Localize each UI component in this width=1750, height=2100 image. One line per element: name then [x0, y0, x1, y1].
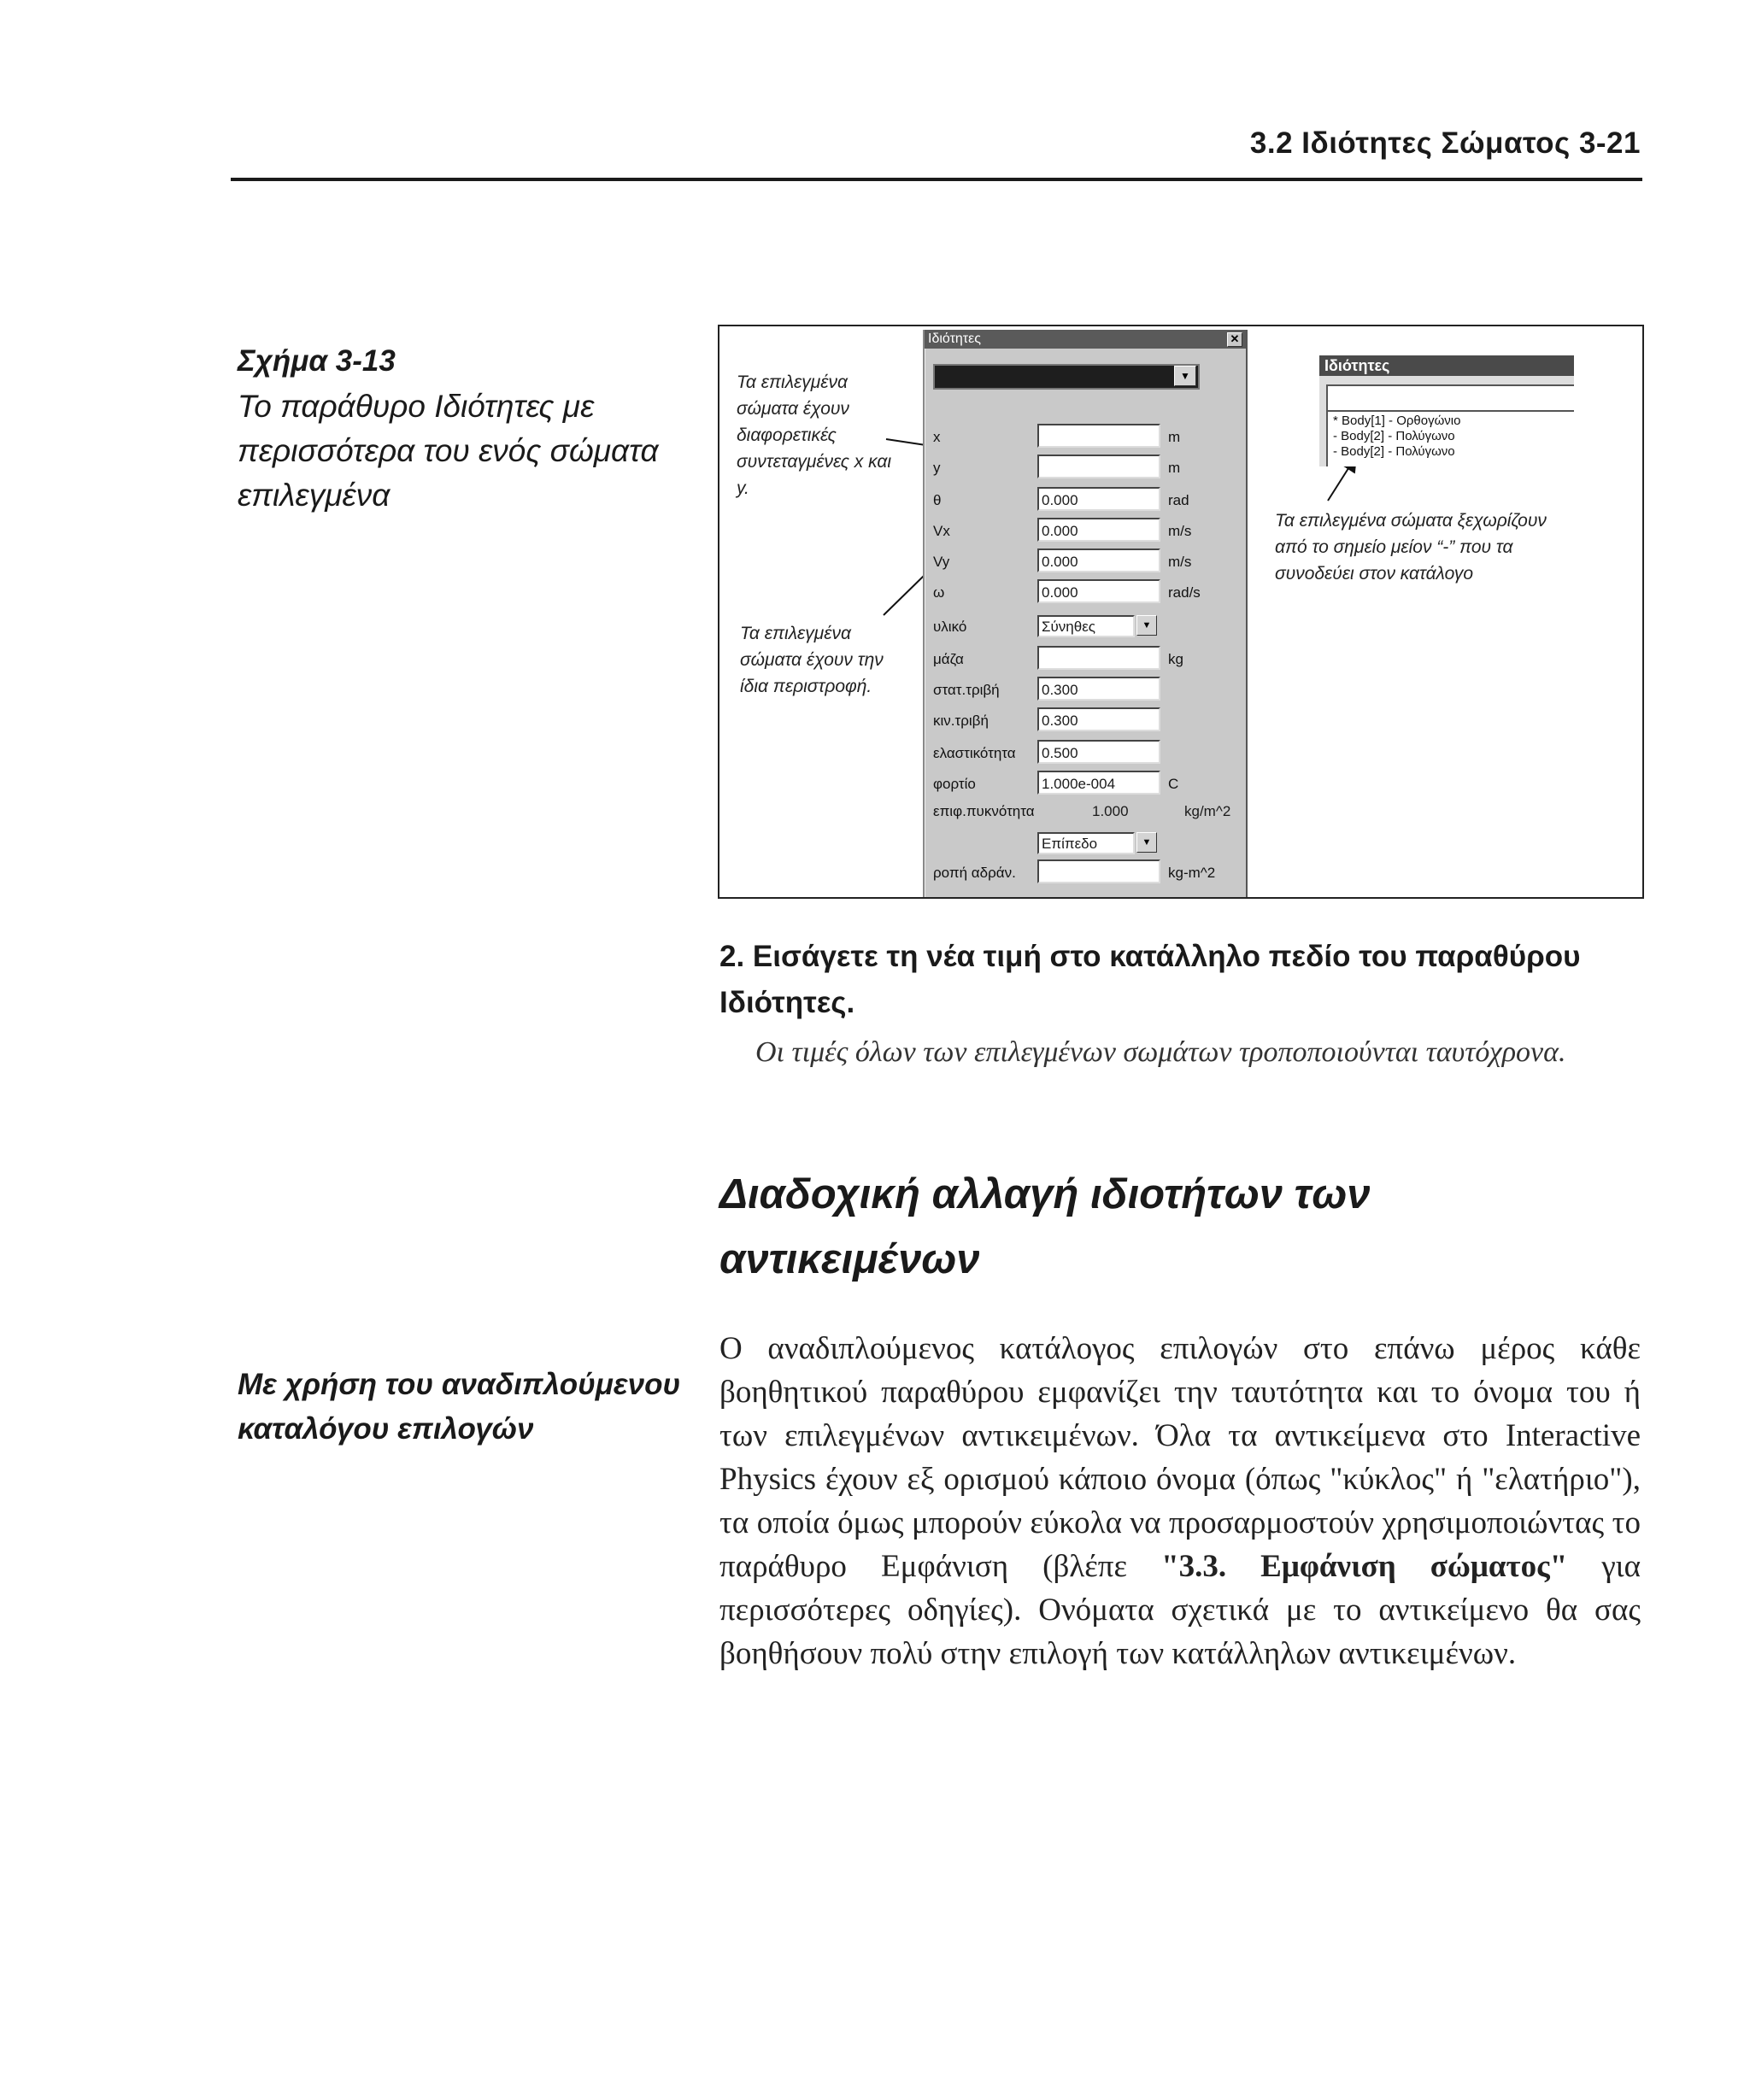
unit-y: m	[1168, 460, 1181, 476]
field-theta[interactable]: 0.000	[1037, 487, 1160, 511]
callout-rotation: Τα επιλεγμένα σώματα έχουν την ίδια περιστροφή.	[740, 624, 884, 696]
field-moment-of-inertia[interactable]	[1037, 859, 1160, 883]
label-mass: μάζα	[933, 651, 964, 667]
field-vx[interactable]: 0.000	[1037, 518, 1160, 542]
section-heading: Διαδοχική αλλαγή ιδιοτήτων των αντικειμένων	[719, 1171, 1371, 1282]
close-icon[interactable]: ✕	[1227, 332, 1242, 347]
figure-frame	[718, 325, 1644, 899]
label-elasticity: ελαστικότητα	[933, 745, 1016, 761]
label-vx: Vx	[933, 523, 950, 539]
field-y[interactable]	[1037, 455, 1160, 478]
unit-x: m	[1168, 429, 1181, 445]
unit-vy: m/s	[1168, 554, 1192, 570]
label-surface-density: επιφ.πυκνότητα	[933, 803, 1035, 819]
properties-window	[923, 330, 1248, 897]
unit-mass: kg	[1168, 651, 1183, 667]
label-omega: ω	[933, 584, 945, 601]
chevron-down-icon[interactable]: ▼	[1136, 832, 1157, 853]
running-header: 3.2 Ιδιότητες Σώματος 3-21	[1249, 126, 1641, 160]
paragraph-start: Ο αναδιπλούμενος κατάλογος επιλογών στο επάνω μέρος κάθε βοηθητικού παραθύρου εμφανίζει την ταυτότητα και το όνομα του ή των επιλεγμένων αντικειμένων. Όλα τα αντικείμενα στο Interactive Physics έχουν εξ ορισμού κάποιο όνομα (όπως "κύκλος" ή "ελατήριο"), τα οποία όμως μπορούν εύκολα να προσαρμοστούν χρησιμοποιώντας το παράθυρο Εμφάνιση (βλέπε	[719, 1331, 1641, 1584]
unit-surface-density: kg/m^2	[1184, 803, 1231, 819]
list-item[interactable]: * Body[1] - Ορθογώνιο	[1333, 414, 1461, 428]
step-note: Οι τιμές όλων των επιλεγμένων σωμάτων τροποποιούνται ταυτόχρονα.	[755, 1036, 1566, 1068]
list-item[interactable]: - Body[2] - Πολύγωνο	[1333, 429, 1455, 443]
field-kinetic-friction[interactable]: 0.300	[1037, 707, 1160, 731]
label-vy: Vy	[933, 554, 950, 570]
unit-moment-of-inertia: kg-m^2	[1168, 865, 1216, 881]
list-window-combo[interactable]	[1326, 384, 1574, 412]
label-charge: φορτίο	[933, 776, 976, 792]
label-theta: θ	[933, 492, 942, 508]
properties-window-titlebar[interactable]	[925, 330, 1246, 349]
plane-select[interactable]: Επίπεδο	[1037, 832, 1135, 854]
label-material: υλικό	[933, 619, 967, 635]
body-paragraph	[719, 1327, 1641, 1675]
list-window-title: Ιδιότητες	[1324, 357, 1390, 374]
chevron-down-icon[interactable]: ▼	[1174, 366, 1196, 386]
callout-list-marker: Τα επιλεγμένα σώματα ξεχωρίζουν από το σημείο μείον “-” που τα συνοδεύει στον κατάλογο	[1275, 511, 1547, 584]
side-label: Με χρήση του αναδιπλούμενου καταλόγου επιλογών	[238, 1368, 681, 1446]
callout-coordinates: Τα επιλεγμένα σώματα έχουν διαφορετικές συντεταγμένες x και y.	[737, 372, 891, 498]
label-static-friction: στατ.τριβή	[933, 682, 1000, 698]
paragraph-end: για περισσότερες οδηγίες). Ονόματα σχετικά με το αντικείμενο θα σας βοηθήσουν πολύ στην επιλογή των κατάλληλων αντικειμένων.	[719, 1549, 1641, 1671]
label-moment-of-inertia: ροπή αδράν.	[933, 865, 1016, 881]
unit-theta: rad	[1168, 492, 1189, 508]
field-charge[interactable]: 1.000e-004	[1037, 771, 1160, 795]
properties-window-title: Ιδιότητες	[928, 331, 981, 346]
header-rule	[231, 178, 1642, 181]
value-surface-density: 1.000	[1092, 803, 1129, 819]
field-vy[interactable]: 0.000	[1037, 548, 1160, 572]
field-mass[interactable]	[1037, 646, 1160, 670]
figure-label: Σχήμα 3-13	[238, 344, 396, 378]
field-omega[interactable]: 0.000	[1037, 579, 1160, 603]
object-selector-combo[interactable]	[933, 364, 1200, 390]
properties-list-window	[1319, 355, 1574, 466]
figure-caption: Το παράθυρο Ιδιότητες με περισσότερα του ενός σώματα επιλεγμένα	[238, 389, 659, 513]
list-item[interactable]: - Body[2] - Πολύγωνο	[1333, 444, 1455, 459]
material-select[interactable]: Σύνηθες	[1037, 615, 1135, 637]
field-x[interactable]	[1037, 424, 1160, 448]
list-window-titlebar[interactable]	[1319, 355, 1574, 376]
field-static-friction[interactable]: 0.300	[1037, 677, 1160, 701]
step-instruction: 2. Εισάγετε τη νέα τιμή στο κατάλληλο πεδίο του παραθύρου Ιδιότητες.	[719, 940, 1581, 1019]
label-kinetic-friction: κιν.τριβή	[933, 713, 989, 729]
paragraph-crossref: "3.3. Εμφάνιση σώματος"	[1161, 1549, 1568, 1584]
chevron-down-icon[interactable]: ▼	[1136, 615, 1157, 636]
field-elasticity[interactable]: 0.500	[1037, 740, 1160, 764]
selected-bodies-list[interactable]	[1326, 412, 1574, 466]
unit-omega: rad/s	[1168, 584, 1201, 601]
unit-charge: C	[1168, 776, 1179, 792]
label-x: x	[933, 429, 941, 445]
unit-vx: m/s	[1168, 523, 1192, 539]
label-y: y	[933, 460, 941, 476]
